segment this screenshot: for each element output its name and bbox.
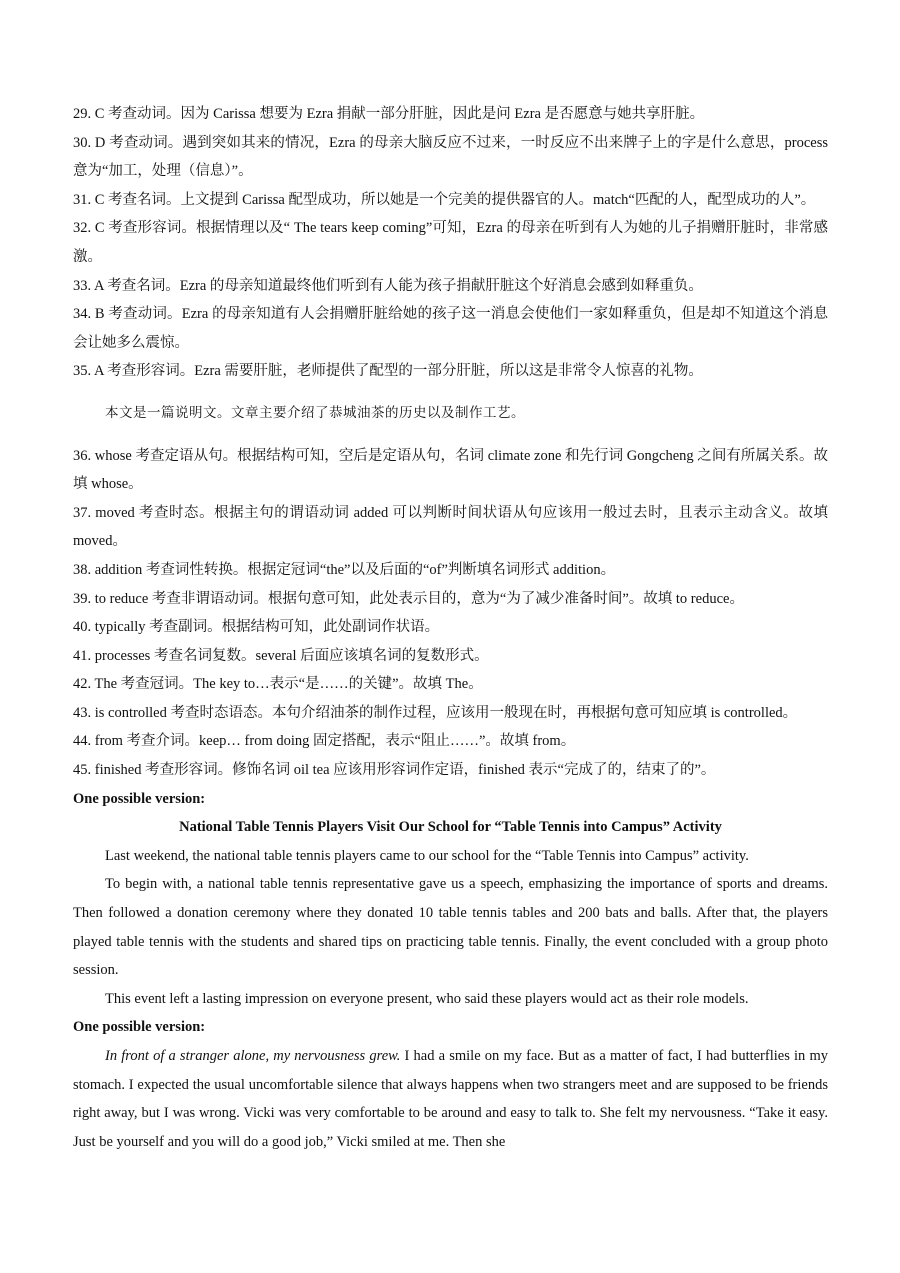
essay-paragraph: This event left a lasting impression on everyone present, who said these players would act as their role models. (105, 990, 749, 1007)
answer-item: 36. whose 考查定语从句。根据结构可知，空后是定语从句，名词 climate zone 和先行词 Gongcheng 之间有所属关系。故填 whose。 (73, 447, 828, 493)
answer-item: 42. The 考查冠词。The key to…表示“是……的关键”。故填 The。 (73, 676, 483, 693)
essay-lead-sentence: In front of a stranger alone, my nervousness grew. (105, 1048, 401, 1064)
essay-title: National Table Tennis Players Visit Our School for “Table Tennis into Campus” Activity (179, 819, 722, 836)
sample-essay-1 (73, 785, 828, 1014)
answer-item: 44. from 考查介词。keep… from doing 固定搭配，表示“阻止……”。故填 from。 (73, 733, 576, 750)
answer-item: 31. C 考查名词。上文提到 Carissa 配型成功，所以她是一个完美的提供器官的人。match“匹配的人，配型成功的人”。 (73, 191, 816, 208)
version-label: One possible version: (73, 790, 206, 807)
answer-item: 33. A 考查名词。Ezra 的母亲知道最终他们听到有人能为孩子捐献肝脏这个好消息会感到如释重负。 (73, 277, 703, 294)
answer-item: 32. C 考查形容词。根据情理以及“ The tears keep coming”可知，Ezra 的母亲在听到有人为她的儿子捐赠肝脏时，非常感激。 (73, 220, 828, 265)
answer-item: 35. A 考查形容词。Ezra 需要肝脏，老师提供了配型的一部分肝脏，所以这是非常令人惊喜的礼物。 (73, 363, 703, 380)
essay-paragraph: To begin with, a national table tennis representative gave us a speech, emphasizing the importance of sports and dreams. Then followed a donation ceremony where they donated 10 table tennis tables and 200 bats and balls. After that, the players played table tennis with the students and shared tips on practicing table tennis. Finally, the event concluded with a group photo session. (73, 876, 828, 979)
passage-note: 本文是一篇说明文。文章主要介绍了恭城油茶的历史以及制作工艺。 (105, 405, 525, 422)
answer-item: 43. is controlled 考查时态语态。本句介绍油茶的制作过程，应该用一般现在时，再根据句意可知应填 is controlled。 (73, 704, 798, 721)
version-label: One possible version: (73, 1019, 206, 1036)
answer-item: 37. moved 考查时态。根据主句的谓语动词 added 可以判断时间状语从句应该用一般过去时，且表示主动含义。故填 moved。 (73, 504, 828, 550)
answer-item: 34. B 考查动词。Ezra 的母亲知道有人会捐赠肝脏给她的孩子这一消息会使他们一家如释重负，但是却不知道这个消息会让她多么震惊。 (73, 306, 828, 351)
answer-item: 30. D 考查动词。遇到突如其来的情况，Ezra 的母亲大脑反应不过来，一时反应不出来牌子上的字是什么意思，process 意为“加工，处理（信息）”。 (73, 134, 828, 180)
answer-item: 41. processes 考查名词复数。several 后面应该填名词的复数形式。 (73, 647, 489, 664)
answer-item: 40. typically 考查副词。根据结构可知，此处副词作状语。 (73, 619, 440, 636)
essay-body-text: I had a smile on my face. But as a matter of fact, I had butterflies in my stomach. I expected the usual uncomfortable silence that always happens when two strangers meet and are supposed to be friends right away, but I was wrong. Vicki was very comfortable to be around and easy to talk to. She felt my nervousness. “Take it easy. Just be yourself and you will do a good job,” Vicki smiled at me. Then she (73, 1048, 828, 1150)
sample-essay-2 (73, 1013, 828, 1156)
answer-list-grammar (73, 442, 828, 785)
essay-paragraph: Last weekend, the national table tennis players came to our school for the “Table Tennis into Campus” activity. (105, 847, 749, 864)
essay-paragraph (73, 1042, 828, 1156)
answer-item: 29. C 考查动词。因为 Carissa 想要为 Ezra 捐献一部分肝脏，因此是问 Ezra 是否愿意与她共享肝脏。 (73, 106, 705, 122)
answer-item: 39. to reduce 考查非谓语动词。根据句意可知，此处表示目的，意为“为了减少准备时间”。故填 to reduce。 (73, 590, 744, 607)
answer-item: 45. finished 考查形容词。修饰名词 oil tea 应该用形容词作定语，finished 表示“完成了的，结束了的”。 (73, 762, 716, 779)
answer-list-cloze (73, 100, 828, 386)
answer-item: 38. addition 考查词性转换。根据定冠词“the”以及后面的“of”判断填名词形式 addition。 (73, 561, 616, 578)
